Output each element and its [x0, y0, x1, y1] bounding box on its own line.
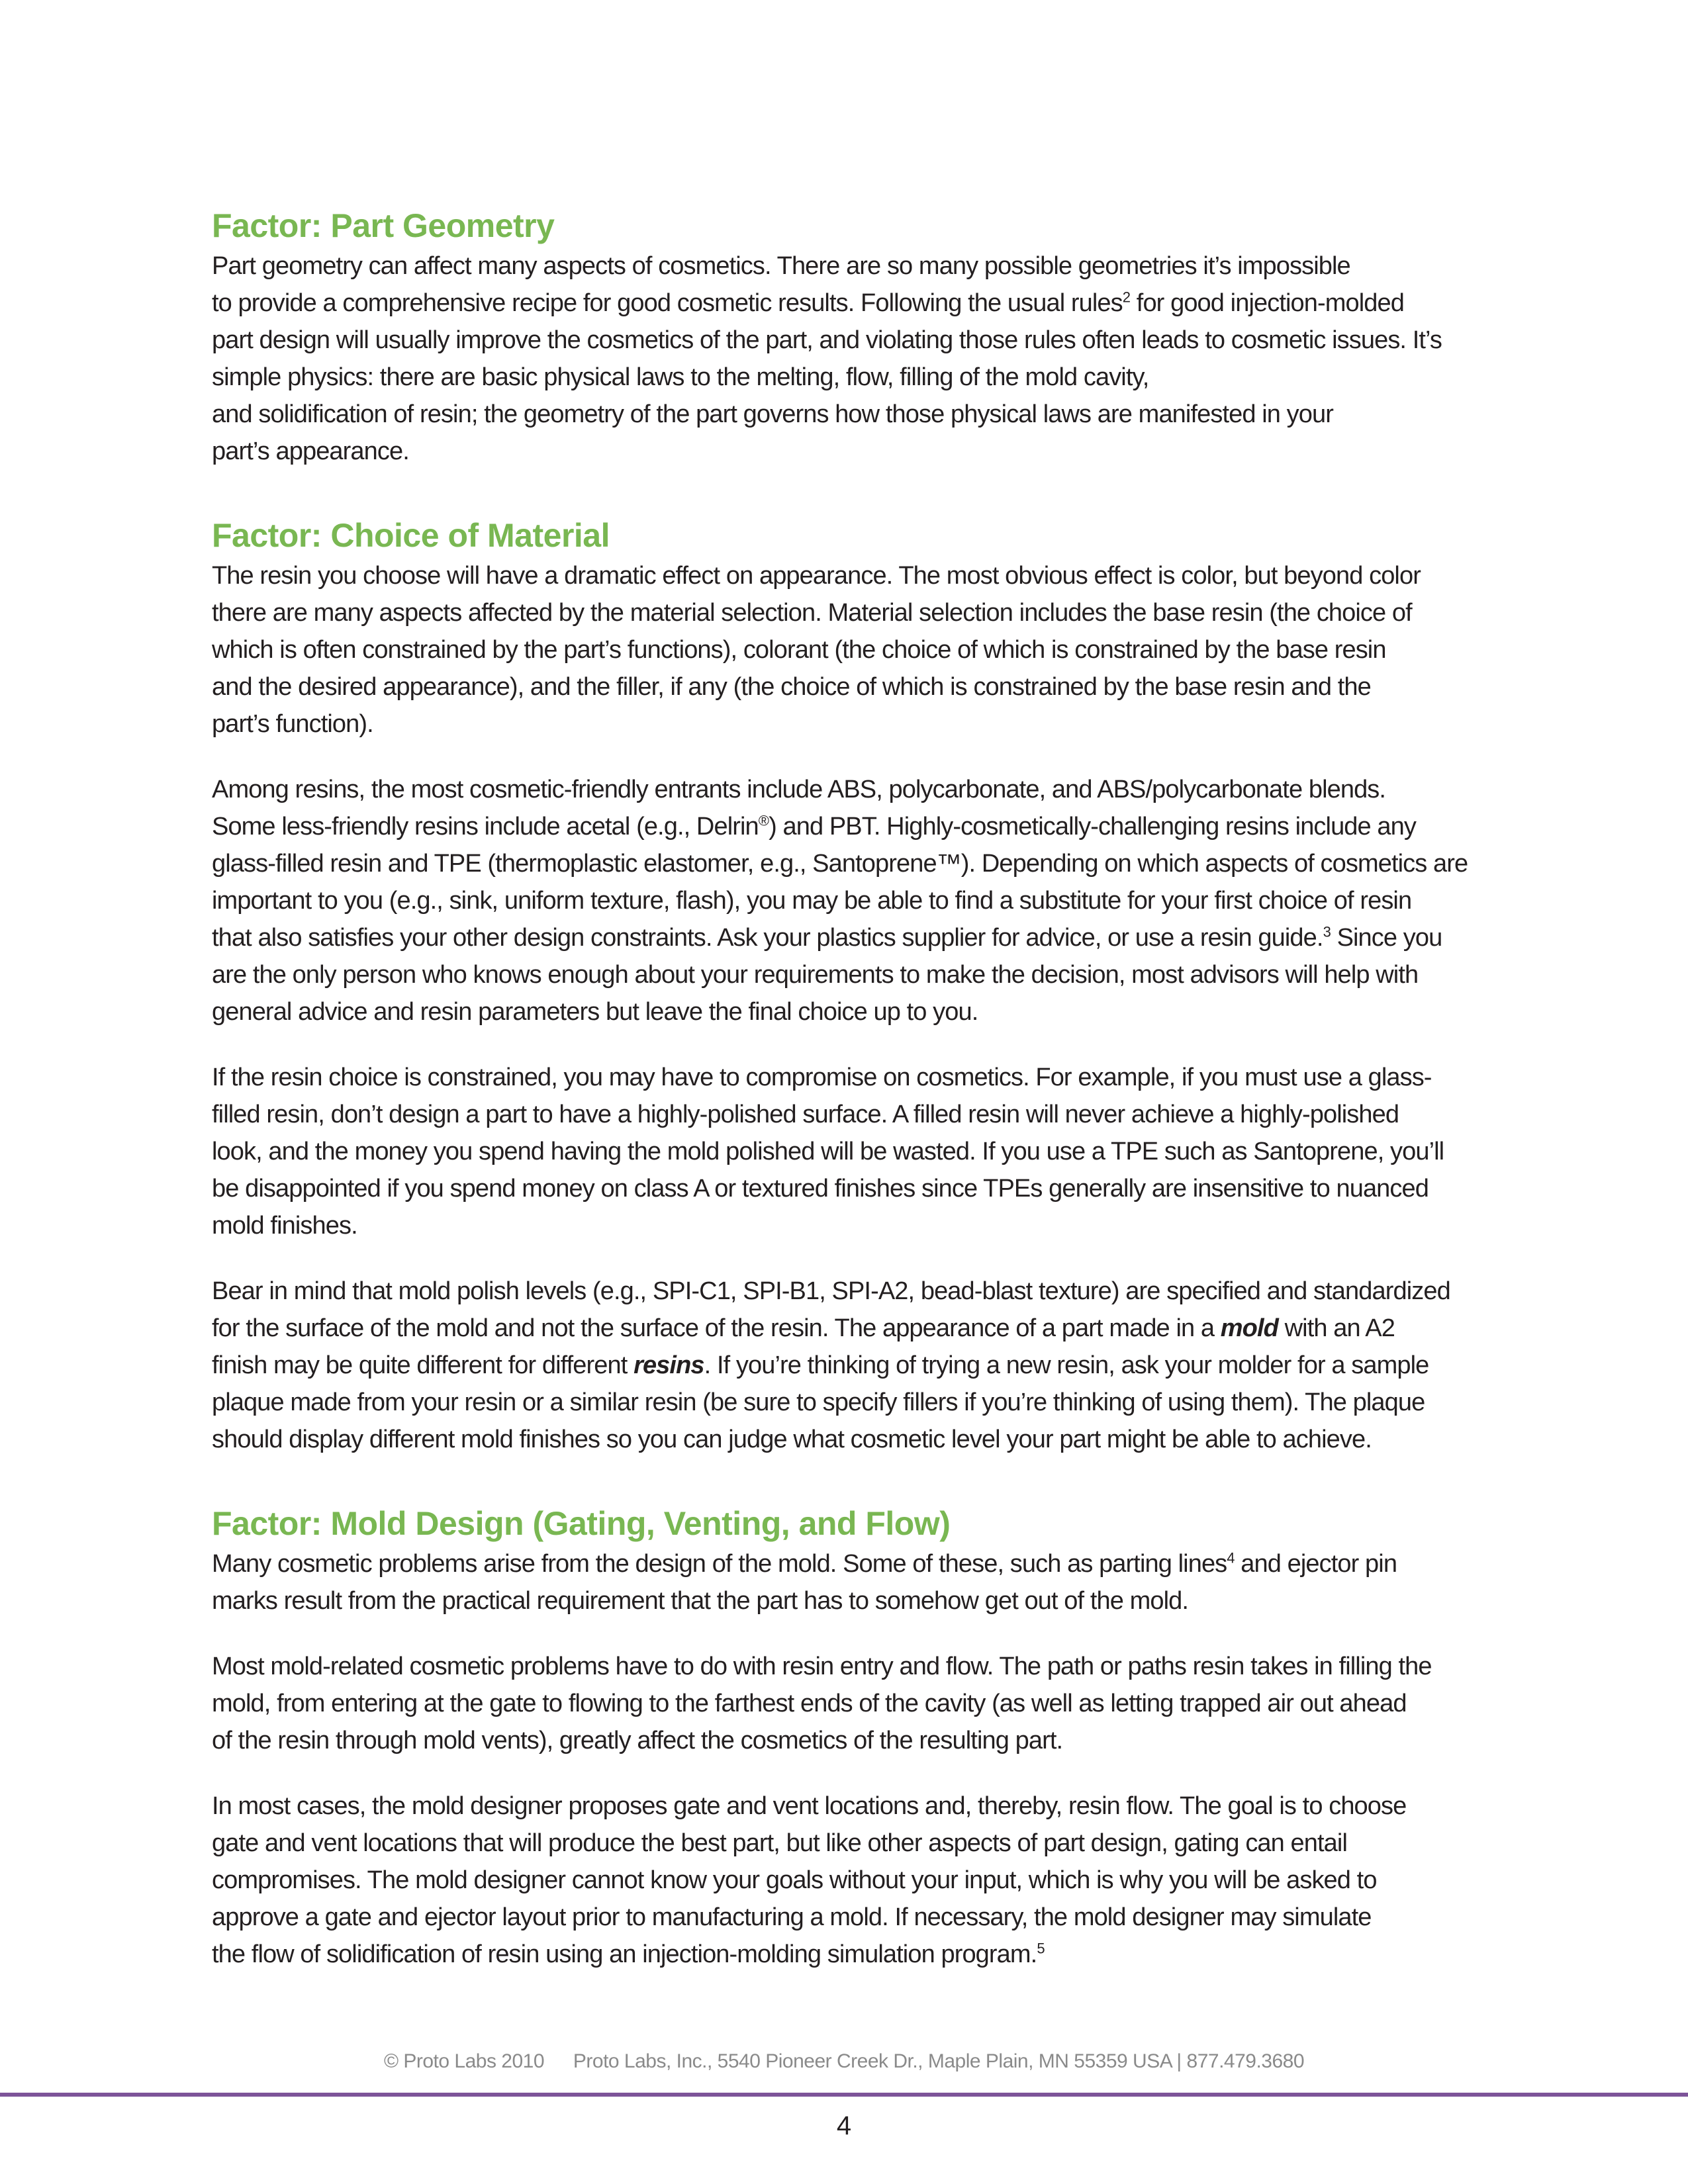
text-line	[212, 1347, 1509, 1384]
emphasis-text: resins	[633, 1351, 704, 1379]
paragraph	[212, 1273, 1509, 1458]
text-line	[212, 845, 1509, 882]
text-run: Since you	[1330, 924, 1442, 952]
footer-address: Proto Labs, Inc., 5540 Pioneer Creek Dr., Maple Plain, MN 55359 USA | 877.479.3680	[573, 2050, 1305, 2072]
text-line	[212, 359, 1509, 396]
text-line	[212, 668, 1509, 705]
paragraph	[212, 1545, 1509, 1619]
footnote-ref: 3	[1323, 923, 1331, 940]
text-line	[212, 433, 1509, 470]
text-line	[212, 1310, 1509, 1347]
text-line	[212, 1170, 1509, 1207]
text-line	[212, 557, 1509, 594]
text-run: part’s appearance.	[212, 437, 409, 465]
text-run: be disappointed if you spend money on class A or textured finishes since TPEs generally are insensitive to nuanced	[212, 1175, 1429, 1203]
text-line	[212, 1825, 1509, 1862]
section	[212, 1500, 1509, 1973]
paragraph	[212, 1648, 1509, 1759]
text-line	[212, 882, 1509, 919]
text-line	[212, 1273, 1509, 1310]
text-run: to provide a comprehensive recipe for good cosmetic results. Following the usual rules	[212, 289, 1123, 317]
text-line	[212, 1059, 1509, 1096]
paragraph	[212, 557, 1509, 743]
text-run: plaque made from your resin or a similar resin (be sure to specify fillers if you’re thinking of using them). The plaque	[212, 1388, 1425, 1416]
text-line	[212, 594, 1509, 631]
text-line	[212, 322, 1509, 359]
page-footer	[0, 2050, 1688, 2073]
text-run: with an A2	[1278, 1314, 1395, 1342]
text-run: should display different mold finishes so you can judge what cosmetic level your part might be able to achieve.	[212, 1426, 1372, 1453]
text-line	[212, 1936, 1509, 1973]
text-run: of the resin through mold vents), greatly affect the cosmetics of the resulting part.	[212, 1727, 1063, 1754]
text-run: and the desired appearance), and the filler, if any (the choice of which is constrained by the base resin and the	[212, 673, 1371, 701]
footnote-ref: 2	[1122, 289, 1131, 306]
text-line	[212, 1648, 1509, 1685]
text-run: mold, from entering at the gate to flowing to the farthest ends of the cavity (as well as letting trapped air out ahead	[212, 1690, 1407, 1717]
text-line	[212, 1685, 1509, 1722]
text-run: In most cases, the mold designer proposes gate and vent locations and, thereby, resin flow. The goal is to choose	[212, 1792, 1407, 1820]
text-run: mold finishes.	[212, 1212, 357, 1240]
text-run: If the resin choice is constrained, you may have to compromise on cosmetics. For example, if you must use a glass-	[212, 1064, 1432, 1091]
footnote-ref: 5	[1037, 1940, 1045, 1957]
text-line	[212, 1384, 1509, 1421]
text-run: important to you (e.g., sink, uniform texture, flash), you may be able to find a substitute for your first choice of resin	[212, 887, 1412, 915]
text-line	[212, 1582, 1509, 1619]
section-heading: Factor: Mold Design (Gating, Venting, and Flow)	[212, 1505, 951, 1542]
text-run: approve a gate and ejector layout prior to manufacturing a mold. If necessary, the mold designer may simulate	[212, 1903, 1372, 1931]
text-run: Bear in mind that mold polish levels (e.g., SPI-C1, SPI-B1, SPI-A2, bead-blast texture) are specified and standardized	[212, 1277, 1450, 1305]
text-line	[212, 285, 1509, 322]
text-line	[212, 993, 1509, 1030]
text-run: part design will usually improve the cosmetics of the part, and violating those rules often leads to cosmetic issues. It’s	[212, 326, 1442, 354]
text-line	[212, 1421, 1509, 1458]
footnote-ref: 4	[1227, 1549, 1235, 1567]
text-run: Part geometry can affect many aspects of cosmetics. There are so many possible geometries it’s impossible	[212, 252, 1350, 280]
text-run: which is often constrained by the part’s functions), colorant (the choice of which is constrained by the base resin	[212, 636, 1386, 664]
text-line	[212, 1899, 1509, 1936]
text-run: that also satisfies your other design constraints. Ask your plastics supplier for advice, or use a resin guide.	[212, 924, 1323, 952]
text-run: Many cosmetic problems arise from the design of the mold. Some of these, such as parting lines	[212, 1550, 1227, 1578]
paragraph	[212, 771, 1509, 1030]
text-line	[212, 1788, 1509, 1825]
text-line	[212, 705, 1509, 743]
text-run: gate and vent locations that will produce the best part, but like other aspects of part design, gating can entail	[212, 1829, 1347, 1857]
text-run: compromises. The mold designer cannot know your goals without your input, which is why you will be asked to	[212, 1866, 1377, 1894]
text-line	[212, 1722, 1509, 1759]
text-line	[212, 1133, 1509, 1170]
emphasis-text: mold	[1220, 1314, 1278, 1342]
paragraph	[212, 248, 1509, 470]
document-body	[212, 203, 1509, 2015]
text-line	[212, 808, 1509, 845]
text-run: glass-filled resin and TPE (thermoplastic elastomer, e.g., Santoprene™). Depending on which aspects of cosmetics are	[212, 850, 1468, 878]
section-heading: Factor: Part Geometry	[212, 207, 555, 244]
text-run: for good injection-molded	[1130, 289, 1404, 317]
text-line	[212, 1862, 1509, 1899]
page-number: 4	[836, 2111, 852, 2140]
text-run: marks result from the practical requirement that the part has to somehow get out of the mold.	[212, 1587, 1189, 1615]
paragraph	[212, 1059, 1509, 1244]
section	[212, 203, 1509, 470]
text-run: Among resins, the most cosmetic-friendly entrants include ABS, polycarbonate, and ABS/polycarbonate blends.	[212, 776, 1386, 803]
text-run: and solidification of resin; the geometry of the part governs how those physical laws are manifested in your	[212, 400, 1333, 428]
text-line	[212, 1096, 1509, 1133]
text-line	[212, 771, 1509, 808]
text-run: the flow of solidification of resin using an injection-molding simulation program.	[212, 1940, 1037, 1968]
footer-divider	[0, 2093, 1688, 2097]
text-line	[212, 1207, 1509, 1244]
text-run: filled resin, don’t design a part to have a highly-polished surface. A filled resin will never achieve a highly-polished	[212, 1101, 1399, 1128]
text-run: there are many aspects affected by the material selection. Material selection includes the base resin (the choice of	[212, 599, 1412, 627]
text-run: Most mold-related cosmetic problems have to do with resin entry and flow. The path or paths resin takes in filling the	[212, 1653, 1432, 1680]
text-line	[212, 1545, 1509, 1582]
text-run: . If you’re thinking of trying a new resin, ask your molder for a sample	[704, 1351, 1429, 1379]
text-run: part’s function).	[212, 710, 373, 738]
text-run: finish may be quite different for different	[212, 1351, 634, 1379]
text-line	[212, 248, 1509, 285]
text-run: Some less-friendly resins include acetal (e.g., Delrin	[212, 813, 759, 841]
text-run: for the surface of the mold and not the surface of the resin. The appearance of a part made in a	[212, 1314, 1221, 1342]
text-line	[212, 631, 1509, 668]
section	[212, 512, 1509, 1458]
text-line	[212, 396, 1509, 433]
text-run: simple physics: there are basic physical laws to the melting, flow, filling of the mold cavity,	[212, 363, 1149, 391]
text-run: and ejector pin	[1234, 1550, 1397, 1578]
text-run: The resin you choose will have a dramatic effect on appearance. The most obvious effect is color, but beyond color	[212, 562, 1421, 590]
paragraph	[212, 1788, 1509, 1973]
section-heading: Factor: Choice of Material	[212, 517, 610, 554]
text-run: general advice and resin parameters but leave the final choice up to you.	[212, 998, 978, 1026]
text-run: are the only person who knows enough about your requirements to make the decision, most advisors will help with	[212, 961, 1419, 989]
footer-copyright: © Proto Labs 2010	[383, 2050, 545, 2072]
text-line	[212, 956, 1509, 993]
text-run: ) and PBT. Highly-cosmetically-challenging resins include any	[769, 813, 1417, 841]
text-run: look, and the money you spend having the mold polished will be wasted. If you use a TPE such as Santoprene, you’ll	[212, 1138, 1444, 1165]
text-line	[212, 919, 1509, 956]
footnote-ref: ®	[758, 812, 769, 829]
